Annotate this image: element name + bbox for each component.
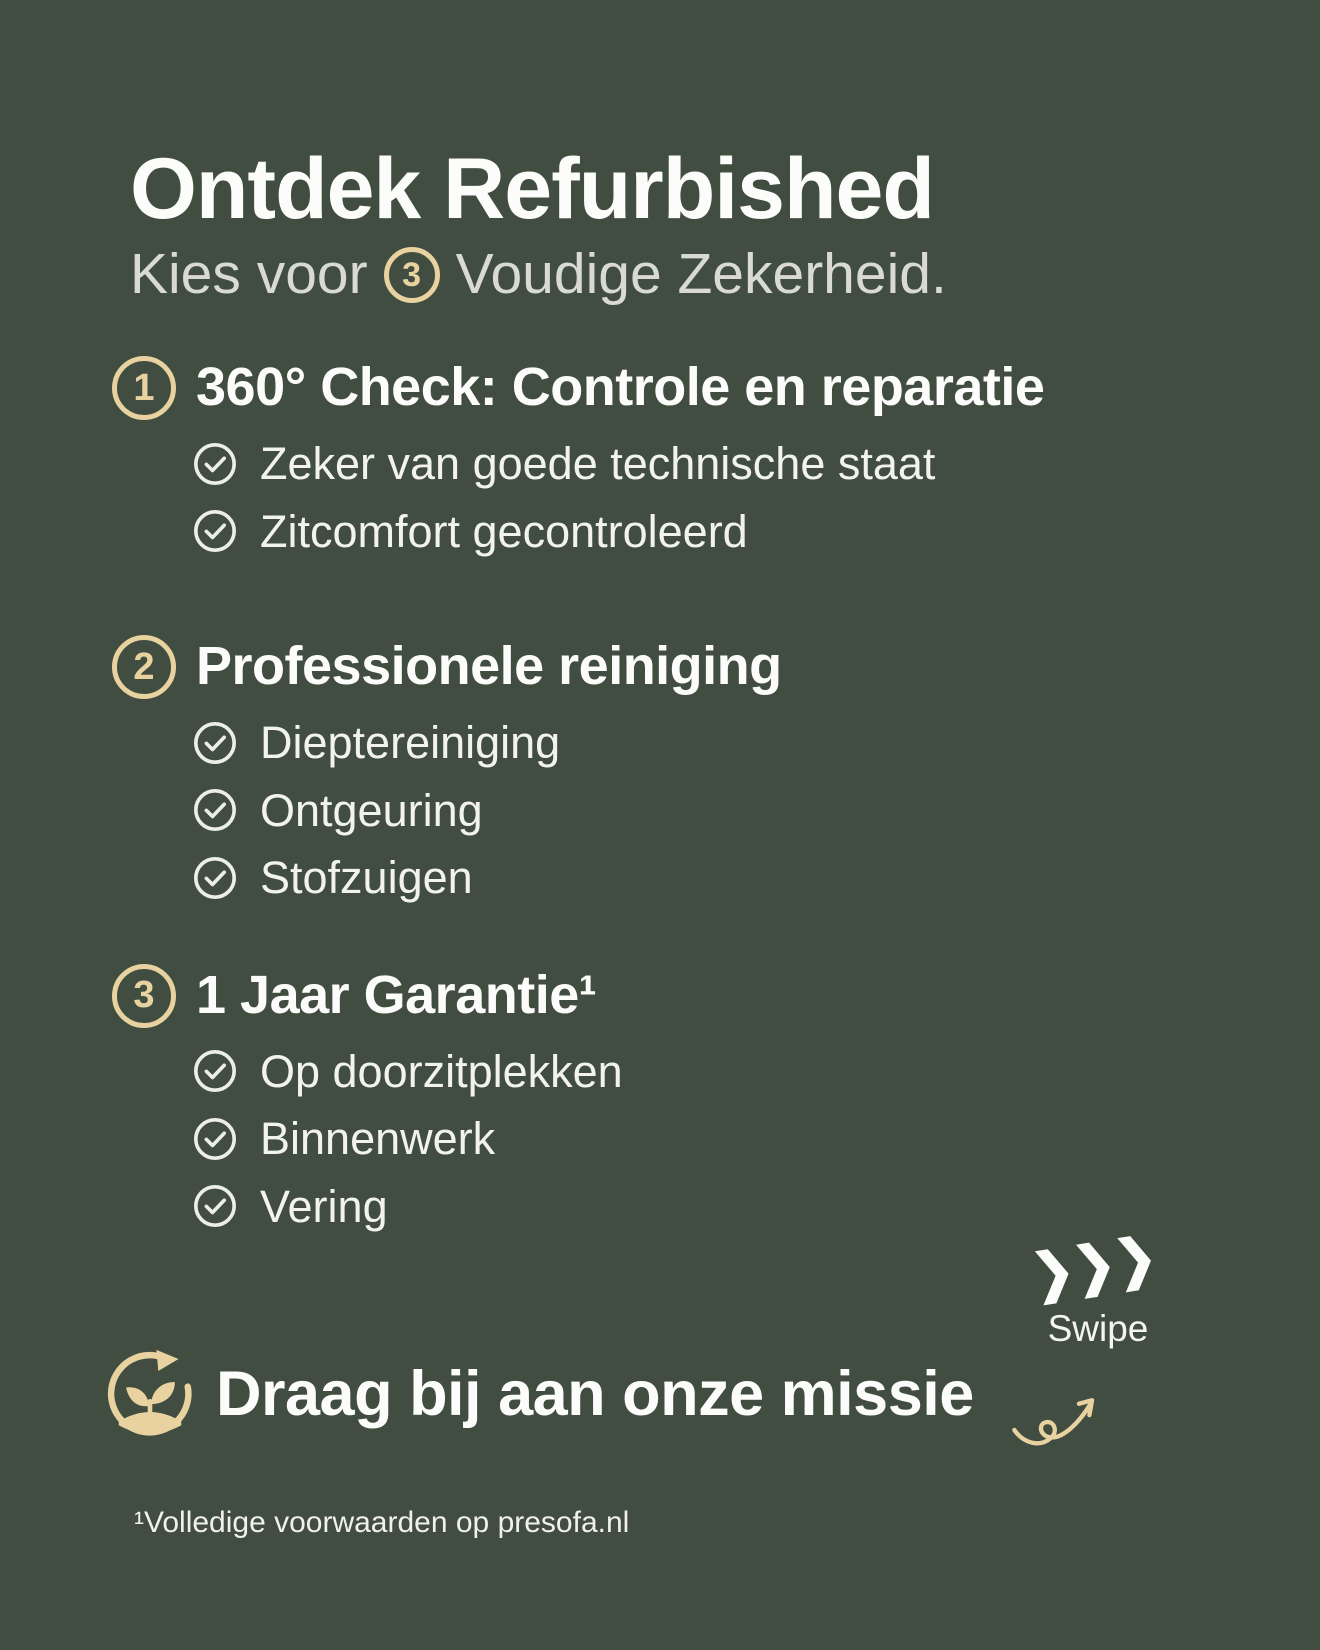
section-garantie	[112, 964, 1044, 1241]
chevrons-right-icon	[1032, 1227, 1165, 1312]
check-item-label: Dieptereiniging	[260, 717, 561, 768]
list-item	[192, 1038, 1044, 1106]
check-item-label: Zitcomfort gecontroleerd	[260, 505, 748, 557]
footnote: ¹Volledige voorwaarden op presofa.nl	[134, 1506, 630, 1539]
number-3-badge-icon: 3	[112, 964, 176, 1028]
mission-banner	[104, 1348, 1106, 1440]
curl-arrow-icon	[1010, 1380, 1106, 1452]
section-360-check	[112, 356, 1044, 565]
section-title: Professionele reiniging	[196, 636, 782, 697]
list-item	[192, 498, 1044, 566]
header	[130, 141, 947, 306]
number-1-badge-icon: 1	[112, 356, 176, 420]
check-item-label: Ontgeuring	[260, 784, 483, 836]
section-heading	[112, 635, 1044, 699]
list-item	[192, 844, 1044, 912]
check-circle-icon	[192, 720, 238, 766]
section-reiniging	[112, 635, 1044, 912]
list-item	[192, 430, 1044, 498]
subtitle-suffix: Voudige Zekerheid.	[455, 242, 947, 306]
check-item-label: Stofzuigen	[260, 852, 473, 903]
section-title: 360° Check: Controle en reparatie	[196, 357, 1045, 418]
check-item-label: Op doorzitplekken	[260, 1045, 623, 1097]
benefits-list	[112, 356, 1044, 1240]
check-circle-icon	[192, 1183, 238, 1229]
subtitle	[130, 242, 947, 306]
list-item	[192, 777, 1044, 845]
section-heading	[112, 964, 1044, 1028]
subtitle-prefix: Kies voor	[130, 242, 368, 306]
check-circle-icon	[192, 1116, 238, 1162]
section-title: 1 Jaar Garantie¹	[196, 964, 597, 1025]
swipe-control[interactable]	[1008, 1236, 1188, 1350]
check-item-label: Vering	[260, 1180, 388, 1232]
check-circle-icon	[192, 1048, 238, 1094]
check-item-label: Binnenwerk	[260, 1113, 496, 1164]
check-list	[192, 1038, 1044, 1241]
page-title: Ontdek Refurbished	[130, 141, 934, 237]
swipe-label: Swipe	[1047, 1308, 1149, 1349]
sprout-recycle-icon	[104, 1348, 196, 1440]
number-2-badge-icon: 2	[112, 635, 176, 699]
mission-title: Draag bij aan onze missie	[216, 1359, 974, 1429]
check-list	[192, 709, 1044, 912]
check-item-label: Zeker van goede technische staat	[260, 438, 936, 489]
check-circle-icon	[192, 787, 238, 833]
check-circle-icon	[192, 441, 238, 487]
section-heading	[112, 356, 1044, 420]
list-item	[192, 709, 1044, 777]
list-item	[192, 1173, 1044, 1241]
three-badge-icon: 3	[384, 247, 440, 303]
list-item	[192, 1105, 1044, 1173]
check-circle-icon	[192, 855, 238, 901]
check-list	[192, 430, 1044, 565]
check-circle-icon	[192, 508, 238, 554]
